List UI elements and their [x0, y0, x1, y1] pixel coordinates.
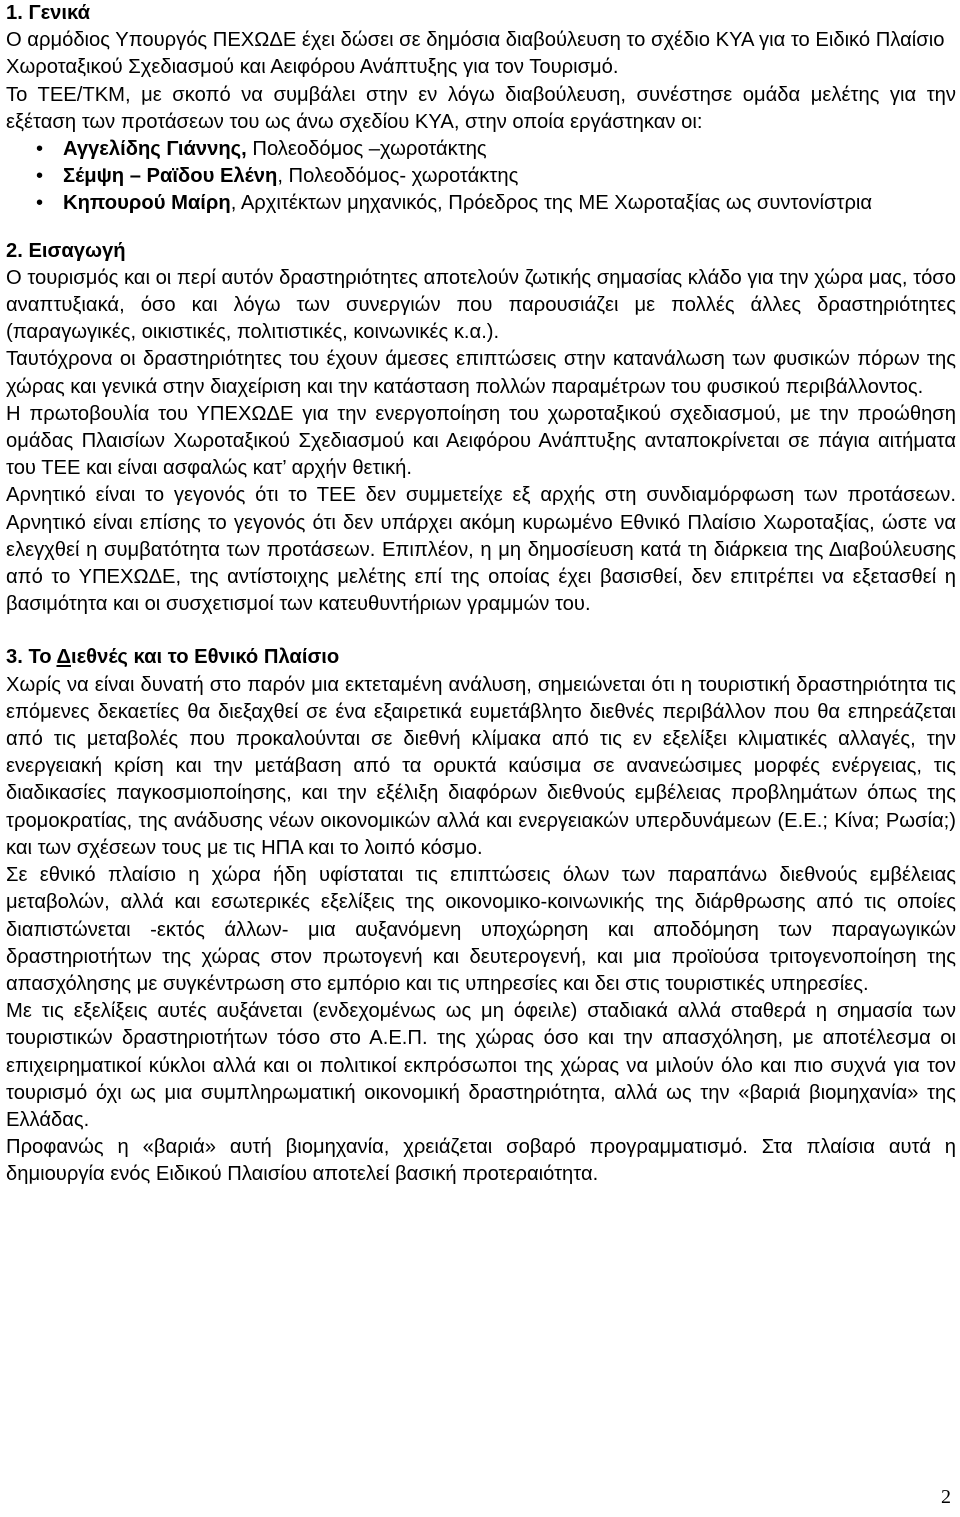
section-heading	[6, 644, 956, 671]
paragraph: Χωρίς να είναι δυνατή στο παρόν μια εκτεταμένη ανάλυση, σημειώνεται ότι η τουριστική δραστηριότητα τις επόμενες δεκαετίες θα διεξαχθεί σε ένα εξαιρετικά ευμετάβλητο διεθνές περιβάλλον που θα επηρεάζεται από τις μεταβολές που προκαλούνται σε διεθνή κλίμακα από τις εν εξελίξει κλιματικές αλλαγές, την ενεργειακή κρίση και την μετάβαση από τα ορυκτά καύσιμα σε ανανεώσιμες μορφές ενέργειας, τις διαδικασίες παγκοσμιοποίησης, και την εξέλιξη διαφόρων διεθνούς εμβέλειας προβλημάτων όπως της τρομοκρατίας, της ανάδυσης νέων οικονομικών αλλά και ενεργειακών υπερδυνάμεων (Ε.Ε.; Κίνα; Ρωσία;) και των σχέσεων τους με τις ΗΠΑ και το λοιπό κόσμο.	[6, 673, 956, 859]
section-heading: 1. Γενικά	[6, 2, 90, 24]
bullet-icon: •	[36, 192, 44, 215]
list-item	[36, 136, 956, 163]
spacer	[6, 618, 956, 644]
paragraph: Η πρωτοβουλία του ΥΠΕΧΩΔΕ για την ενεργοποίηση του χωροταξικού σχεδιασμού, με την προώθηση ομάδας Πλαισίων Χωροταξικού Σχεδιασμού και Αειφόρου Ανάπτυξης ανταποκρίνεται σε πάγια αιτήματα του ΤΕΕ και είναι ασφαλώς κατ’ αρχήν θετική.	[6, 402, 956, 480]
member-name: Αγγελίδης Γιάννης,	[63, 138, 247, 161]
member-name: Σέμψη – Ραϊδου Ελένη	[63, 165, 278, 188]
heading-prefix: 3. Το	[6, 646, 57, 669]
paragraph: Ο αρμόδιος Υπουργός ΠΕΧΩΔΕ έχει δώσει σε δημόσια διαβούλευση το σχέδιο ΚΥΑ για το Ειδικό Πλαίσιο Χωροταξικού Σχεδιασμού και Αειφόρου Ανάπτυξης για τον Τουρισμό.	[6, 29, 945, 79]
bullet-icon: •	[36, 165, 44, 188]
heading-underlined-letter: Δ	[56, 646, 71, 669]
list-item	[36, 190, 956, 217]
paragraph: Ταυτόχρονα οι δραστηριότητες του έχουν άμεσες επιπτώσεις στην κατανάλωση των φυσικών πόρων της χώρας και γενικά στην διαχείριση και την κατάσταση πολλών παραμέτρων του φυσικού περιβάλλοντος.	[6, 348, 956, 398]
member-role: Πολεοδόμος –χωροτάκτης	[246, 138, 487, 161]
member-role: , Πολεοδόμος- χωροτάκτης	[277, 165, 519, 188]
paragraph: Το ΤΕΕ/ΤΚΜ, με σκοπό να συμβάλει στην εν λόγω διαβούλευση, συνέστησε ομάδα μελέτης για την εξέταση των προτάσεων του ως άνω σχεδίου ΚΥΑ, στην οποία εργάστηκαν οι:	[6, 83, 956, 133]
list-item	[36, 163, 956, 190]
heading-suffix: ιεθνές και το Εθνικό Πλαίσιο	[70, 646, 340, 669]
bullet-icon: •	[36, 138, 44, 161]
paragraph: Προφανώς η «βαριά» αυτή βιομηχανία, χρειάζεται σοβαρό προγραμματισμό. Στα πλαίσια αυτά η δημιουργία ενός Ειδικού Πλαισίου αποτελεί βασική προτεραιότητα.	[6, 1136, 956, 1186]
document-page	[6, 0, 956, 1189]
section-general	[6, 0, 956, 218]
section-international	[6, 644, 956, 1188]
spacer	[6, 218, 956, 238]
paragraph: Σε εθνικό πλαίσιο η χώρα ήδη υφίσταται τις επιπτώσεις όλων των παραπάνω διεθνούς εμβέλειας μεταβολών, αλλά και εσωτερικές εξελίξεις της οικονομικο-κοινωνικής της διάρθρωσης από τις οποίες διαπιστώνεται -εκτός άλλων- μια αυξανόμενη υποχώρηση και αποδόμηση των παραγωγικών δραστηριοτήτων της χώρας στον πρωτογενή και δευτερογενή, και μια προϊούσα τριτογενοποίηση της απασχόλησης με συγκέντρωση στο εμπόριο και τις υπηρεσίες και δει στις τουριστικές υπηρεσίες.	[6, 864, 956, 995]
member-role: , Αρχιτέκτων μηχανικός, Πρόεδρος της ΜΕ Χωροταξίας ως συντονίστρια	[230, 192, 873, 215]
paragraph: Αρνητικό είναι το γεγονός ότι το ΤΕΕ δεν συμμετείχε εξ αρχής στη συνδιαμόρφωση των προτάσεων. Αρνητικό είναι επίσης το γεγονός ότι δεν υπάρχει ακόμη κυρωμένο Εθνικό Πλαίσιο Χωροταξίας, ώστε να ελεγχθεί η συμβατότητα των προτάσεων. Επιπλέον, η μη δημοσίευση κατά τη διάρκεια της Διαβούλευσης από το ΥΠΕΧΩΔΕ, της αντίστοιχης μελέτης επί της οποίας έχει βασισθεί, δεν επιτρέπει να εξετασθεί η βασιμότητα και οι συσχετισμοί των κατευθυντήριων γραμμών του.	[6, 484, 956, 616]
paragraph: Ο τουρισμός και οι περί αυτόν δραστηριότητες αποτελούν ζωτικής σημασίας κλάδο για την χώρα μας, τόσο αναπτυξιακά, όσο και λόγω των συνεργιών που παρουσιάζει με πολλές άλλες δραστηριότητες (παραγωγικές, οικιστικές, πολιτιστικές, κοινωνικές κ.α.).	[6, 266, 956, 344]
members-list	[6, 136, 956, 218]
page-number: 2	[941, 1486, 951, 1508]
section-heading: 2. Εισαγωγή	[6, 239, 126, 262]
member-name: Κηπουρού Μαίρη	[63, 192, 231, 215]
section-intro	[6, 238, 956, 619]
paragraph: Με τις εξελίξεις αυτές αυξάνεται (ενδεχομένως ως μη όφειλε) σταδιακά αλλά σταθερά η σημασία των τουριστικών δραστηριοτήτων τόσο στο Α.Ε.Π. της χώρας όσο και την απασχόληση, με αποτέλεσμα οι επιχειρηματικοί κύκλοι αλλά και οι πολιτικοί εκπρόσωποι της χώρας να μιλούν όλο και πιο συχνά για τον τουρισμό όχι ως μια συμπληρωματική οικονομική δραστηριότητα, αλλά ως την «βαριά βιομηχανία» της Ελλάδας.	[6, 1000, 956, 1131]
